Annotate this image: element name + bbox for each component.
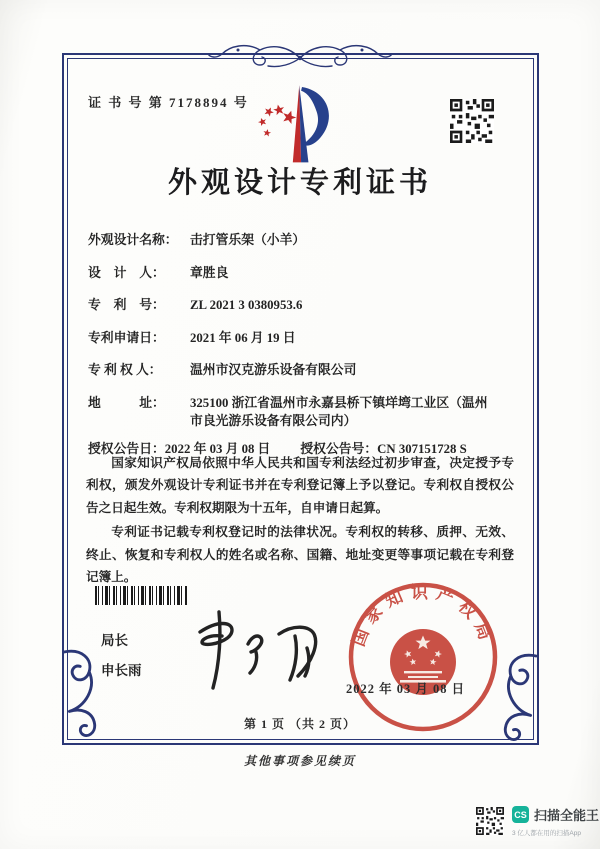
certificate-title: 外观设计专利证书 — [167, 167, 432, 199]
camscanner-logo-icon: CS — [512, 806, 529, 823]
cnipa-patent-logo — [256, 82, 348, 172]
certificate-number: 证 书 号 第 7178894 号 — [88, 95, 249, 110]
barcode — [95, 586, 187, 605]
continuation-note: 其他事项参见续页 — [243, 754, 356, 768]
field-value: 2022 年 03 月 08 日 — [164, 441, 271, 456]
director-signature — [182, 600, 332, 700]
director-name: 申长雨 — [101, 663, 142, 678]
field-label: 地 址： — [88, 395, 165, 410]
legal-paragraph-2: 专利证书记载专利权登记时的法律状况。专利权的转移、质押、无效、终止、恢复和专利权人的姓名或名称、国籍、地址变更等事项记载在专利登记簿上。 — [86, 525, 514, 585]
watermark-brand: 扫描全能王 — [534, 808, 600, 823]
field-label: 专 利 号： — [88, 298, 165, 312]
field-label: 专利申请日： — [88, 330, 165, 345]
watermark-text-block — [512, 805, 599, 837]
field-patentee — [88, 361, 518, 379]
seal-ring-text: 国家知识产权局 — [348, 582, 498, 649]
field-value: 2021 年 06 月 19 日 — [190, 330, 296, 345]
field-label: 设 计 人： — [88, 265, 165, 280]
field-value: 章胜良 — [190, 265, 229, 280]
field-value: 325100 浙江省温州市永嘉县桥下镇垟塆工业区（温州市良光游乐设备有限公司内） — [190, 395, 488, 428]
field-label: 专 利 权 人： — [88, 363, 162, 377]
director-title: 局长 — [101, 633, 128, 648]
seal-date: 2022 年 03 月 08 日 — [346, 682, 466, 696]
page-number: 第 1 页 （共 2 页） — [243, 717, 356, 731]
field-address — [88, 394, 518, 430]
field-value: 击打管乐架（小羊） — [190, 233, 306, 247]
field-value: ZL 2021 3 0380953.6 — [190, 298, 303, 312]
field-patent-number — [88, 296, 518, 314]
field-design-name — [88, 231, 518, 249]
field-label: 授权公告号： — [300, 441, 378, 456]
watermark-qr-code — [476, 807, 504, 835]
scanner-watermark — [476, 805, 599, 837]
field-label: 授权公告日： — [88, 441, 165, 456]
certificate-qr-code — [450, 99, 494, 143]
field-label: 外观设计名称： — [88, 233, 178, 247]
field-application-date — [88, 329, 518, 347]
certificate-fields — [88, 231, 518, 458]
field-value: CN 307151728 S — [377, 441, 467, 456]
watermark-tagline: 3 亿人都在用的扫描App — [512, 830, 581, 837]
top-border-ornament — [208, 38, 392, 78]
field-designer — [88, 264, 518, 282]
field-value: 温州市汉克游乐设备有限公司 — [190, 363, 357, 377]
legal-paragraph-1: 国家知识产权局依照中华人民共和国专利法经过初步审查，决定授予专利权，颁发外观设计专利证书并在专利登记簿上予以登记。专利权自授权公告之日起生效。专利权期限为十五年，自申请日起算。 — [86, 456, 514, 515]
